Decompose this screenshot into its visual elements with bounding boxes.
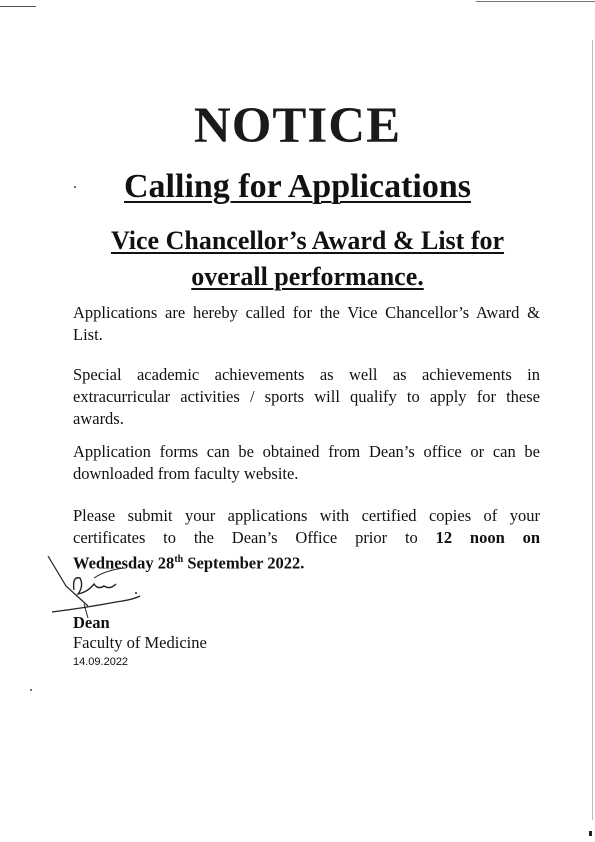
paragraph-applications-called: Applications are hereby called for the Vice Chancellor’s Award & List.	[73, 303, 540, 344]
deadline-day: Wednesday 28	[73, 553, 175, 573]
deadline-day-suffix: th	[174, 554, 184, 565]
award-heading	[60, 223, 555, 295]
scan-speck	[30, 689, 32, 691]
submission-text: Please submit your applications with certified copies of your certificates to the Dean’s Office prior to	[73, 506, 540, 547]
scan-artifact-line	[0, 6, 36, 7]
award-heading-line2: overall performance.	[191, 262, 424, 291]
signatory-title: Dean	[73, 613, 110, 632]
scan-artifact-mark	[589, 831, 592, 836]
paragraph-application-forms: Application forms can be obtained from Dean’s office or can be downloaded from faculty website.	[73, 442, 540, 483]
notice-title: NOTICE	[193, 98, 402, 154]
submission-time: 12 noon on	[435, 528, 541, 547]
award-heading-line1: Vice Chancellor’s Award & List for	[110, 226, 505, 255]
signatory-faculty: Faculty of Medicine	[73, 633, 207, 652]
notice-subtitle: Calling for Applications	[124, 168, 471, 205]
paragraph-eligibility: Special academic achievements as well as achievements in extracurricular activities / sports will qualify to apply for these awards.	[73, 365, 540, 428]
paragraph-submission	[73, 505, 540, 549]
deadline-date: September 2022.	[187, 553, 305, 573]
scan-artifact-edge	[592, 40, 593, 820]
scan-artifact-line	[476, 1, 595, 2]
notice-date: 14.09.2022	[73, 656, 129, 668]
